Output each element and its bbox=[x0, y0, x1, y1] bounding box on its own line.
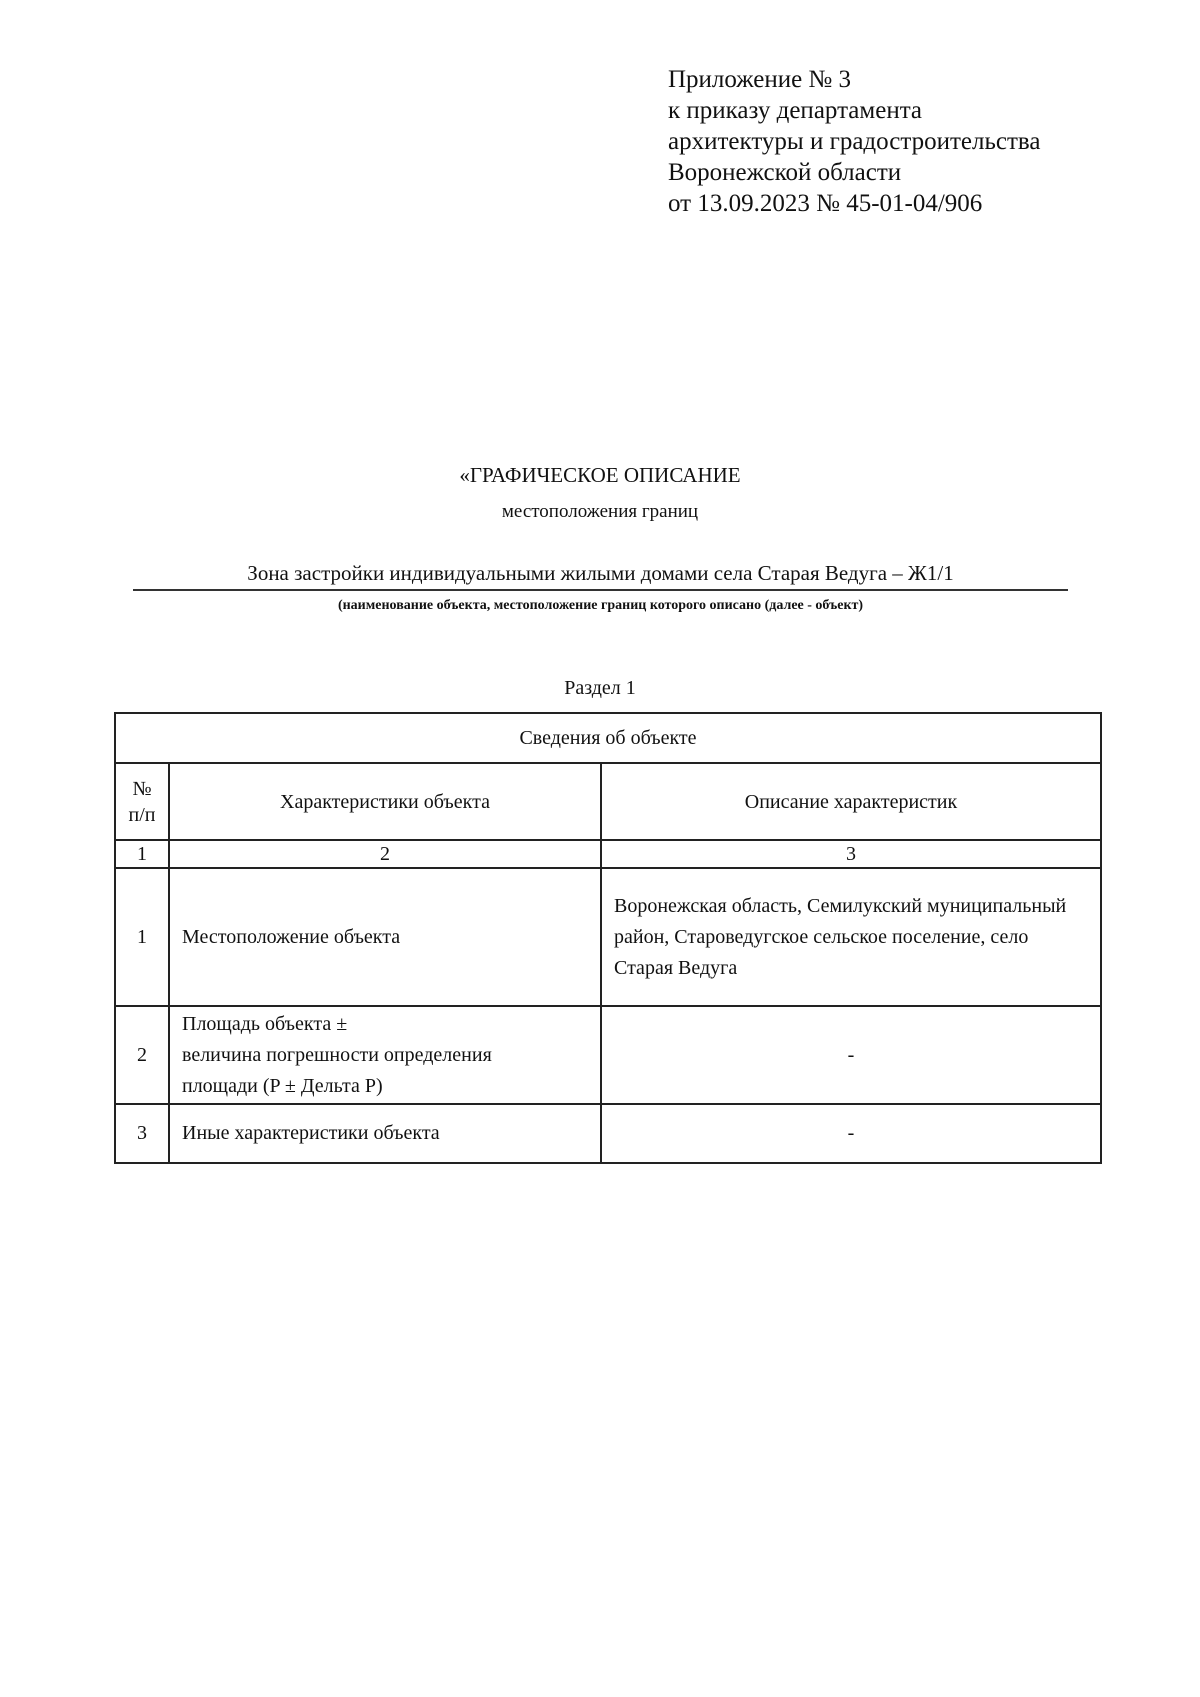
appendix-line: Воронежской области bbox=[668, 159, 902, 186]
table-caption: Сведения об объекте bbox=[115, 713, 1101, 763]
row-num: 1 bbox=[115, 868, 169, 1006]
object-info-table bbox=[114, 712, 1102, 1164]
row-num: 2 bbox=[115, 1006, 169, 1104]
header-num-symbol: № bbox=[132, 777, 152, 800]
row-description: - bbox=[601, 1006, 1101, 1104]
table-header-row bbox=[115, 763, 1101, 840]
column-index: 3 bbox=[601, 840, 1101, 868]
column-index: 1 bbox=[115, 840, 169, 868]
row-characteristic bbox=[169, 1006, 601, 1104]
row-characteristic-line: величина погрешности определения bbox=[182, 1043, 492, 1066]
appendix-line: от 13.09.2023 № 45-01-04/906 bbox=[668, 190, 983, 217]
row-characteristic: Иные характеристики объекта bbox=[169, 1104, 601, 1163]
appendix-line: Приложение № 3 bbox=[668, 66, 852, 93]
row-characteristic: Местоположение объекта bbox=[169, 868, 601, 1006]
document-title: «ГРАФИЧЕСКОЕ ОПИСАНИЕ bbox=[459, 463, 741, 487]
column-index: 2 bbox=[169, 840, 601, 868]
table-row bbox=[115, 1006, 1101, 1104]
section-label: Раздел 1 bbox=[564, 677, 636, 699]
appendix-line: архитектуры и градостроительства bbox=[668, 128, 1041, 155]
header-num bbox=[115, 763, 169, 840]
row-num: 3 bbox=[115, 1104, 169, 1163]
table-row bbox=[115, 1104, 1101, 1163]
row-characteristic-line: площади (P ± Дельта P) bbox=[182, 1074, 383, 1097]
object-name-caption: (наименование объекта, местоположение границ которого описано (далее - объект) bbox=[337, 598, 864, 613]
column-index-row bbox=[115, 840, 1101, 868]
row-description: - bbox=[601, 1104, 1101, 1163]
row-characteristic-line: Площадь объекта ± bbox=[182, 1012, 348, 1035]
row-description: Воронежская область, Семилукский муниципальный район, Староведугское сельское поселение, село Старая Ведуга bbox=[601, 868, 1101, 1006]
object-name: Зона застройки индивидуальными жилыми домами села Старая Ведуга – Ж1/1 bbox=[133, 559, 1068, 591]
appendix-line: к приказу департамента bbox=[668, 97, 923, 124]
table-row bbox=[115, 868, 1101, 1006]
header-num-abbr: п/п bbox=[128, 803, 156, 826]
document-subtitle: местоположения границ bbox=[501, 501, 699, 522]
header-description: Описание характеристик bbox=[601, 763, 1101, 840]
header-characteristics: Характеристики объекта bbox=[169, 763, 601, 840]
table-caption-row bbox=[115, 713, 1101, 763]
appendix-block bbox=[668, 64, 1040, 219]
